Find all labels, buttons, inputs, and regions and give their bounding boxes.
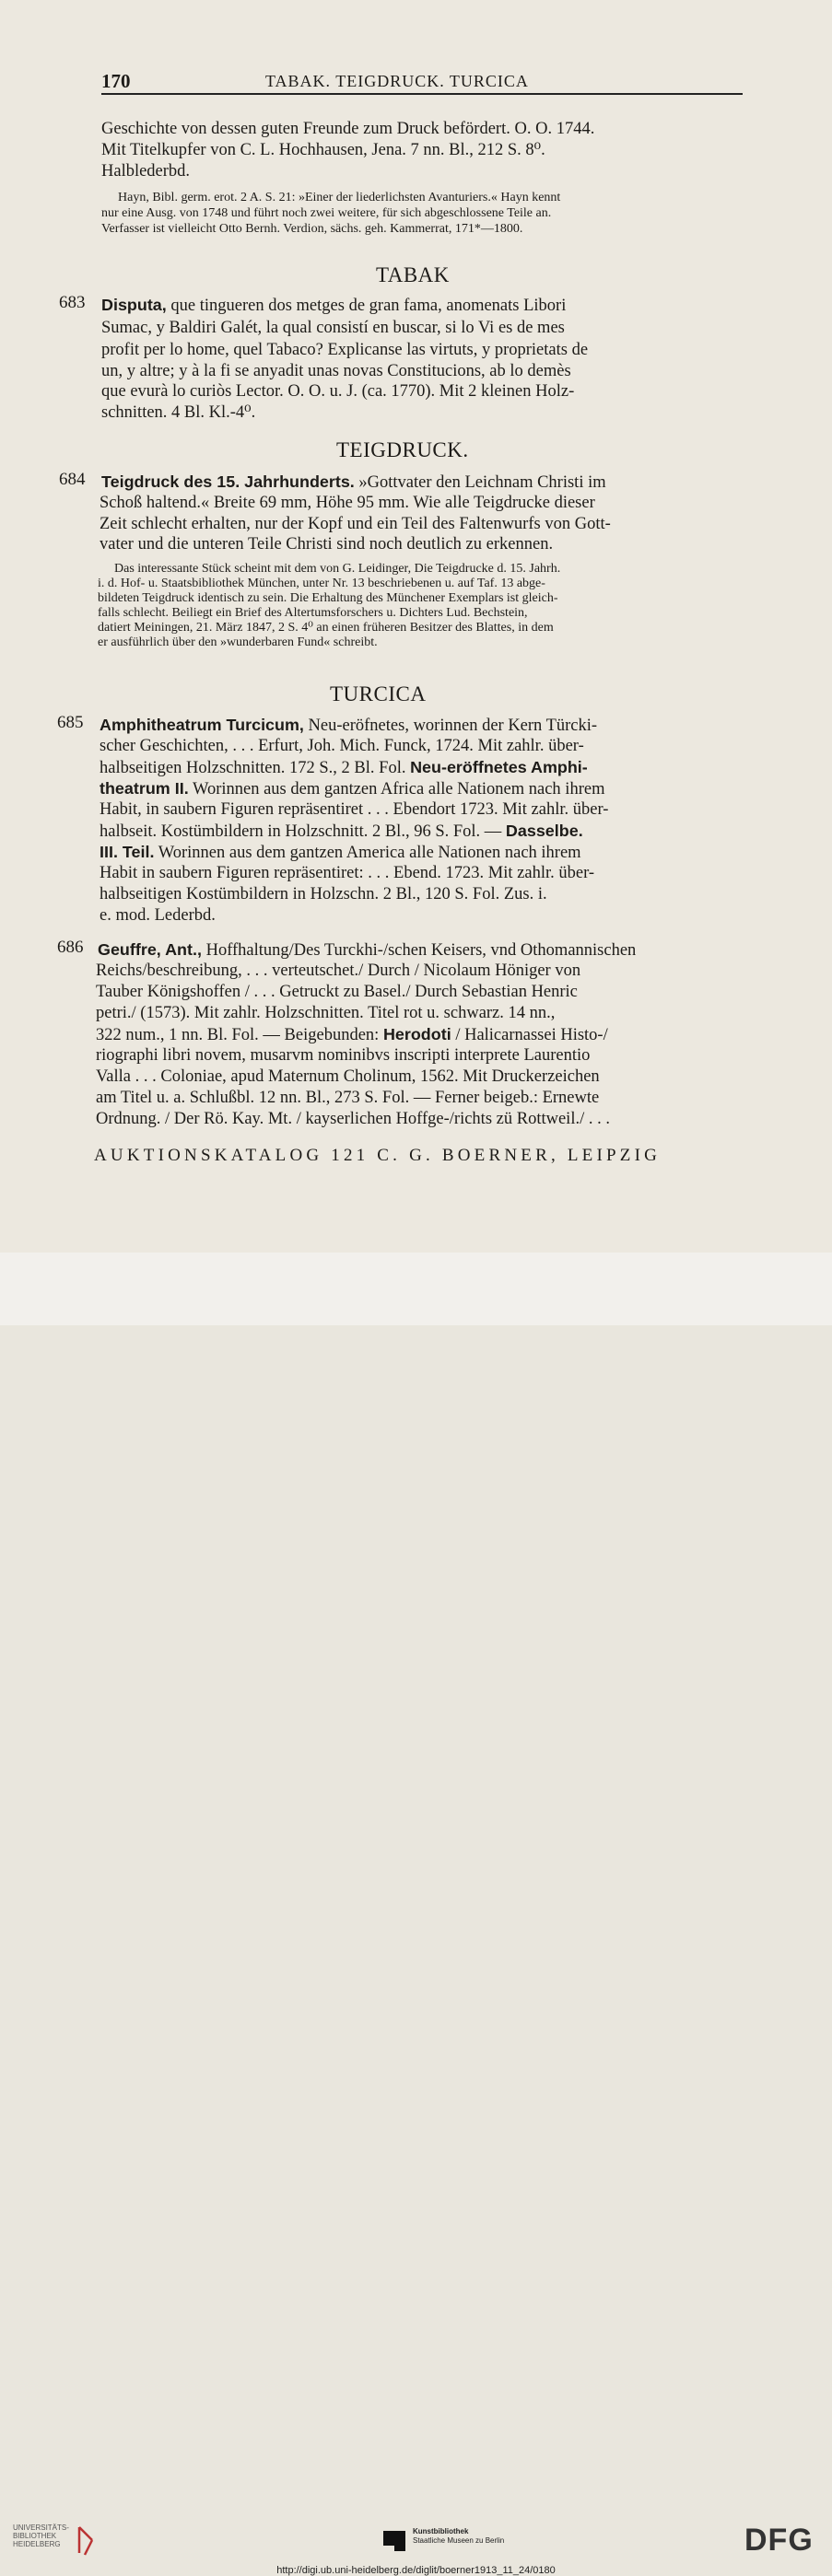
catalog-page bbox=[0, 0, 832, 1253]
ub-heidelberg-logo[interactable]: UNIVERSITÄTS- BIBLIOTHEK HEIDELBERG bbox=[13, 2524, 69, 2548]
page-header bbox=[101, 70, 743, 92]
section-heading-teigdruck: TEIGDRUCK. bbox=[336, 438, 469, 461]
entry-686-line: petri./ (1573). Mit zahlr. Holzschnitten. Titel rot u. schwarz. 14 nn., bbox=[96, 1004, 556, 1022]
running-title: TABAK. TEIGDRUCK. TURCICA bbox=[265, 72, 529, 90]
entry-683-line: Sumac, y Baldiri Galét, la qual consistí en buscar, si lo Vi es de mes bbox=[101, 319, 565, 337]
entry-685-line: halbseitigen Kostümbildern in Holzschn. 2 Bl., 120 S. Fol. Zus. i. bbox=[100, 885, 547, 903]
library-emblem-icon bbox=[76, 2525, 98, 2557]
viewer-bottom-bar bbox=[0, 1253, 832, 2576]
entry-684-line: Zeit schlecht erhalten, nur der Kopf und ein Teil des Faltenwurfs von Gott- bbox=[100, 515, 611, 533]
section-heading-turcica: TURCICA bbox=[330, 682, 427, 705]
intro-line: Halblederbd. bbox=[101, 162, 191, 181]
dfg-logo[interactable]: DFG bbox=[744, 2523, 814, 2558]
entry-686-line: riographi libri novem, musarvm nominibvs inscripti interprete Laurentio bbox=[96, 1046, 591, 1065]
entry-686-line: Reichs/beschreibung, . . . verteutschet./ Durch / Nicolaum Höniger von bbox=[96, 962, 581, 980]
kunstbibliothek-label[interactable]: Kunstbibliothek Staatliche Museen zu Berlin bbox=[413, 2527, 505, 2545]
entry-683-line: Disputa, que tingueren dos metges de gran fama, anomenats Libori bbox=[101, 296, 567, 315]
entry-686-line: Ordnung. / Der Rö. Kay. Mt. / kayserlichen Hoffge-/richts zü Rottweil./ . . . bbox=[96, 1110, 610, 1128]
intro-line: Geschichte von dessen guten Freunde zum Druck befördert. O. O. 1744. bbox=[101, 120, 595, 138]
entry-685-line: Habit, in saubern Figuren repräsentiret . . . Ebendort 1723. Mit zahlr. über- bbox=[100, 800, 609, 819]
entry-684-line: Schoß haltend.« Breite 69 mm, Höhe 95 mm. Wie alle Teigdrucke dieser bbox=[100, 494, 595, 512]
entry-number: 685 bbox=[57, 713, 84, 732]
entry-684-note: datiert Meiningen, 21. März 1847, 2 S. 4⁰ an einen früheren Besitzer des Blattes, in dem bbox=[98, 621, 554, 635]
entry-685-line: theatrum II. Worinnen aus dem gantzen Africa alle Nationem nach ihrem bbox=[100, 779, 605, 798]
entry-685-line: halbseitigen Holzschnitten. 172 S., 2 Bl. Fol. Neu-eröffnetes Amphi- bbox=[100, 758, 588, 777]
entry-684-note: bildeten Teigdruck identisch zu sein. Die Erhaltung des Münchener Exemplars ist gleich- bbox=[98, 591, 558, 605]
entry-686-line: Geuffre, Ant., Hoffhaltung/Des Turckhi-/schen Keisers, vnd Othomannischen bbox=[98, 940, 637, 960]
header-rule bbox=[101, 93, 743, 95]
entry-number: 684 bbox=[59, 470, 86, 489]
entry-684-line: Teigdruck des 15. Jahrhunderts. »Gottvater den Leichnam Christi im bbox=[101, 472, 606, 492]
entry-683-line: profit per lo home, quel Tabaco? Explicanse las virtuts, y proprietats de bbox=[101, 341, 589, 359]
entry-title: Teigdruck des 15. Jahrhunderts. bbox=[101, 472, 355, 491]
permalink-url[interactable]: http://digi.ub.uni-heidelberg.de/diglit/boerner1913_11_24/0180 bbox=[276, 2565, 556, 2576]
entry-686-line: Valla . . . Coloniae, apud Maternum Cholinum, 1562. Mit Druckerzeichen bbox=[96, 1067, 600, 1086]
entry-685-line: III. Teil. Worinnen aus dem gantzen America alle Nationen nach ihrem bbox=[100, 843, 581, 862]
entry-686-line: Tauber Königshoffen / . . . Getruckt zu Basel./ Durch Sebastian Henric bbox=[96, 983, 578, 1001]
catalog-footer: AUKTIONSKATALOG 121 C. G. BOERNER, LEIPZIG bbox=[94, 1146, 662, 1165]
entry-number: 683 bbox=[59, 293, 86, 312]
entry-number: 686 bbox=[57, 938, 84, 957]
entry-685-line: e. mod. Lederbd. bbox=[100, 906, 216, 925]
intro-note: Verfasser ist vielleicht Otto Bernh. Verdion, sächs. geh. Kammerrat, 171*—1800. bbox=[101, 222, 523, 236]
kunstbibliothek-logo-icon bbox=[381, 2529, 407, 2553]
entry-685-line: Habit in saubern Figuren repräsentiret: . . . Ebend. 1723. Mit zahlr. über- bbox=[100, 864, 595, 882]
entry-title: Disputa, bbox=[101, 296, 167, 314]
intro-note: Hayn, Bibl. germ. erot. 2 A. S. 21: »Einer der liederlichsten Avanturiers.« Hayn kennt bbox=[118, 191, 561, 204]
entry-684-line: vater und die unteren Teile Christi sind noch deutlich zu erkennen. bbox=[100, 535, 554, 554]
entry-684-note: falls schlecht. Beiliegt ein Brief des Altertumsforschers u. Dichters Lud. Bechstein, bbox=[98, 606, 528, 620]
entry-685-line: scher Geschichten, . . . Erfurt, Joh. Mich. Funck, 1724. Mit zahlr. über- bbox=[100, 737, 584, 755]
section-heading-tabak: TABAK bbox=[376, 263, 450, 286]
intro-note: nur eine Ausg. von 1748 und führt noch zwei weitere, für sich abgeschlossene Teile an. bbox=[101, 206, 552, 220]
intro-line: Mit Titelkupfer von C. L. Hochhausen, Jena. 7 nn. Bl., 212 S. 8⁰. bbox=[101, 141, 545, 159]
entry-685-line: Amphitheatrum Turcicum, Neu-eröfnetes, worinnen der Kern Türcki- bbox=[100, 716, 598, 735]
entry-686-line: 322 num., 1 nn. Bl. Fol. — Beigebunden: Herodoti / Halicarnassei Histo-/ bbox=[96, 1025, 608, 1044]
entry-686-line: am Titel u. a. Schlußbl. 12 nn. Bl., 273 S. Fol. — Ferner beigeb.: Ernewte bbox=[96, 1089, 600, 1107]
entry-684-note: i. d. Hof- u. Staatsbibliothek München, unter Nr. 13 beschriebenen u. auf Taf. 13 abge- bbox=[98, 577, 545, 590]
entry-683-line: que evurà lo curiòs Lector. O. O. u. J. (ca. 1770). Mit 2 kleinen Holz- bbox=[101, 382, 575, 401]
page-number: 170 bbox=[101, 70, 131, 92]
entry-683-line: schnitten. 4 Bl. Kl.-4⁰. bbox=[101, 403, 256, 422]
entry-684-note: er ausführlich über den »wunderbaren Fund« schreibt. bbox=[98, 635, 378, 649]
entry-684-note: Das interessante Stück scheint mit dem von G. Leidinger, Die Teigdrucke d. 15. Jahrh. bbox=[114, 562, 561, 576]
entry-685-line: halbseit. Kostümbildern in Holzschnitt. 2 Bl., 96 S. Fol. — Dasselbe. bbox=[100, 822, 583, 841]
entry-683-line: un, y altre; y à la fi se anyadit unas novas Constitucions, ab lo demès bbox=[101, 362, 571, 380]
